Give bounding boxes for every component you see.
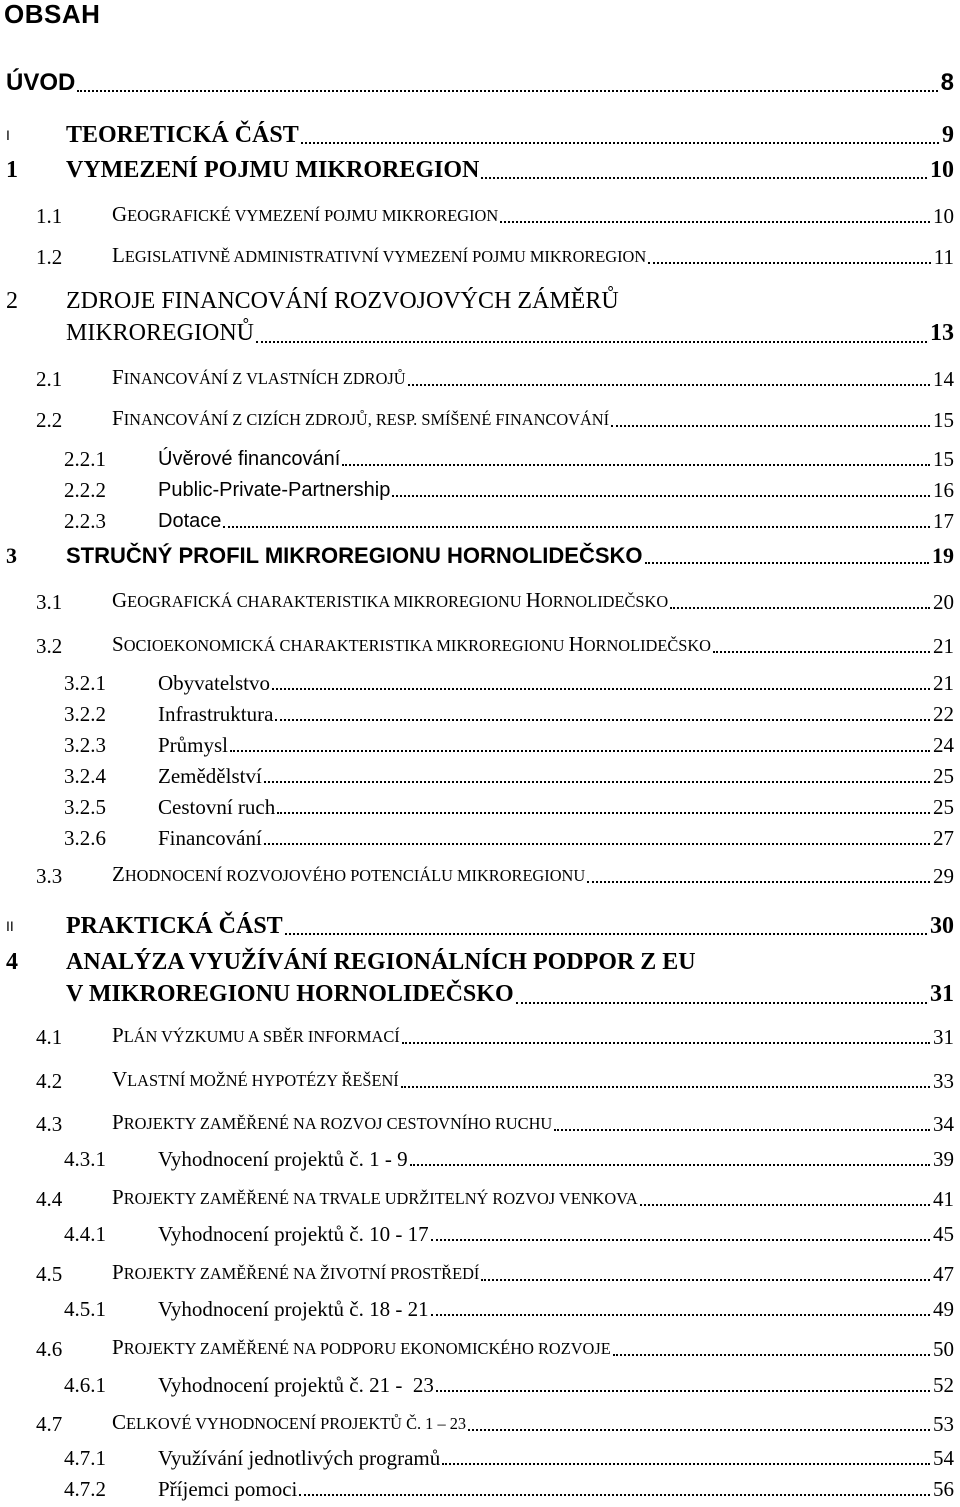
toc-entry[interactable]: 4.5 PROJEKTY ZAMĚŘENÉ NA ŽIVOTNÍ PROSTŘEDÍ 47 <box>36 1260 954 1286</box>
toc-entry-title: PRAKTICKÁ ČÁST <box>66 913 283 939</box>
dot-leader <box>264 843 930 845</box>
toc-page-number: 27 <box>933 826 954 850</box>
dot-leader <box>392 495 930 497</box>
toc-entry-title: VLASTNÍ MOŽNÉ HYPOTÉZY ŘEŠENÍ <box>112 1067 399 1091</box>
toc-page-number: 53 <box>933 1412 954 1436</box>
dot-leader <box>481 177 927 179</box>
toc-entry-title: Public-Private-Partnership <box>158 479 391 501</box>
toc-entry[interactable]: 4.7.2 Příjemci pomoci 56 <box>64 1477 954 1501</box>
dot-leader <box>670 607 930 609</box>
toc-entry[interactable] <box>6 68 954 98</box>
dot-leader <box>516 1002 927 1004</box>
dot-leader <box>410 1164 930 1166</box>
dot-leader <box>554 1129 930 1131</box>
toc-entry[interactable]: 4.5.1 Vyhodnocení projektů č. 18 - 21 49 <box>64 1297 954 1321</box>
toc-entry-title: FINANCOVÁNÍ Z CIZÍCH ZDROJŮ, RESP. SMÍŠENÉ FINANCOVÁNÍ <box>112 406 610 430</box>
toc-page-number: 20 <box>933 590 954 614</box>
toc-entry-title: Příjemci pomoci <box>158 1477 298 1501</box>
toc-page-number: 9 <box>942 122 954 148</box>
toc-entry-title: PROJEKTY ZAMĚŘENÉ NA PODPORU EKONOMICKÉHO ROZVOJE <box>112 1335 611 1359</box>
toc-entry[interactable]: 1.1 GEOGRAFICKÉ VYMEZENÍ POJMU MIKROREGION 10 <box>36 202 954 228</box>
toc-entry[interactable]: 3.2.1 Obyvatelstvo 21 <box>64 671 954 695</box>
toc-entry[interactable]: 3.2.4 Zemědělství 25 <box>64 764 954 788</box>
toc-entry-title: Vyhodnocení projektů č. 21 - 23 <box>158 1373 434 1397</box>
toc-entry-title: ÚVOD <box>6 69 76 96</box>
toc-page-number: 10 <box>933 204 954 228</box>
toc-entry-title-line1: ZDROJE FINANCOVÁNÍ ROZVOJOVÝCH ZÁMĚRŮ <box>66 288 619 314</box>
toc-page-number: 31 <box>930 981 954 1007</box>
toc-entry-title-line2: V MIKROREGIONU HORNOLIDEČSKO <box>66 981 514 1007</box>
dot-leader <box>408 384 930 386</box>
toc-entry-title-line2: MIKROREGIONŮ <box>66 320 254 346</box>
dot-leader <box>342 464 930 466</box>
toc-entry[interactable]: 3.3 ZHODNOCENÍ ROZVOJOVÉHO POTENCIÁLU MIKROREGIONU 29 <box>36 862 954 888</box>
dot-leader <box>230 750 930 752</box>
dot-leader <box>648 262 931 264</box>
dot-leader <box>277 812 930 814</box>
toc-entry-title: ZHODNOCENÍ ROZVOJOVÉHO POTENCIÁLU MIKROREGIONU <box>112 862 586 886</box>
dot-leader <box>77 90 937 92</box>
toc-entry[interactable] <box>6 285 954 349</box>
toc-page-number: 21 <box>933 671 954 695</box>
toc-entry-title: Úvěrové financování <box>158 448 341 470</box>
dot-leader <box>436 1390 930 1392</box>
dot-leader <box>285 933 927 935</box>
toc-entry[interactable]: 3.2.6 Financování 27 <box>64 826 954 850</box>
dot-leader <box>713 651 930 653</box>
dot-leader <box>645 562 929 564</box>
dot-leader <box>275 719 930 721</box>
toc-entry[interactable]: 3.2.2 Infrastruktura 22 <box>64 702 954 726</box>
toc-page-number: 33 <box>933 1069 954 1093</box>
toc-entry[interactable]: 3.1 GEOGRAFICKÁ CHARAKTERISTIKA MIKROREGIONU HORNOLIDEČSKO 20 <box>36 588 954 614</box>
toc-entry[interactable]: 4.6 PROJEKTY ZAMĚŘENÉ NA PODPORU EKONOMICKÉHO ROZVOJE 50 <box>36 1335 954 1361</box>
toc-entry[interactable]: 4.6.1 Vyhodnocení projektů č. 21 - 23 52 <box>64 1373 954 1397</box>
toc-entry-number: 4 <box>6 949 18 975</box>
dot-leader <box>256 341 927 343</box>
toc-page-number: 39 <box>933 1147 954 1171</box>
toc-entry[interactable]: II PRAKTICKÁ ČÁST 30 <box>6 913 954 939</box>
toc-page-number: 11 <box>933 245 954 269</box>
toc-page-number: 45 <box>933 1222 954 1246</box>
toc-entry-title: Zemědělství <box>158 764 262 788</box>
toc-entry-title: CELKOVÉ VYHODNOCENÍ PROJEKTŮ Č. 1 – 23 <box>112 1410 467 1434</box>
toc-entry[interactable]: 2.2.2 Public-Private-Partnership 16 <box>64 478 954 502</box>
toc-entry[interactable]: 3 STRUČNÝ PROFIL MIKROREGIONU HORNOLIDEČSKO 19 <box>6 543 954 568</box>
toc-page-number: 30 <box>930 913 954 939</box>
toc-page-number: 14 <box>933 367 954 391</box>
toc-entry[interactable]: 1 VYMEZENÍ POJMU MIKROREGION 10 <box>6 157 954 183</box>
toc-entry-title: LEGISLATIVNĚ ADMINISTRATIVNÍ VYMEZENÍ POJMU MIKROREGION <box>112 243 647 267</box>
toc-entry[interactable]: 4.3 PROJEKTY ZAMĚŘENÉ NA ROZVOJ CESTOVNÍHO RUCHU 34 <box>36 1110 954 1136</box>
toc-entry-title: PROJEKTY ZAMĚŘENÉ NA ŽIVOTNÍ PROSTŘEDÍ <box>112 1260 480 1284</box>
toc-entry-title: Financování <box>158 826 262 850</box>
toc-entry-title: GEOGRAFICKÁ CHARAKTERISTIKA MIKROREGIONU HORNOLIDEČSKO <box>112 588 669 612</box>
toc-entry[interactable]: 4.7 CELKOVÉ VYHODNOCENÍ PROJEKTŮ Č. 1 – 23 53 <box>36 1410 954 1436</box>
toc-page-number: 56 <box>933 1477 954 1501</box>
dot-leader <box>587 881 930 883</box>
dot-leader <box>640 1204 930 1206</box>
toc-page-number: 15 <box>933 447 954 471</box>
dot-leader <box>468 1429 930 1431</box>
toc-page-number: 8 <box>940 69 954 96</box>
dot-leader <box>611 425 930 427</box>
toc-entry-title: Vyhodnocení projektů č. 18 - 21 <box>158 1297 429 1321</box>
toc-entry[interactable]: 4.1 PLÁN VÝZKUMU A SBĚR INFORMACÍ 31 <box>36 1023 954 1049</box>
toc-entry[interactable]: 4.4.1 Vyhodnocení projektů č. 10 - 17 45 <box>64 1222 954 1246</box>
toc-page-number: 13 <box>930 320 954 346</box>
toc-entry-title: Cestovní ruch <box>158 795 276 819</box>
toc-page-number: 10 <box>930 157 954 183</box>
toc-page-number: 47 <box>933 1262 954 1286</box>
toc-entry[interactable] <box>6 946 954 1010</box>
toc-page-number: 25 <box>933 764 954 788</box>
toc-entry-title: PLÁN VÝZKUMU A SBĚR INFORMACÍ <box>112 1023 400 1047</box>
dot-leader <box>431 1314 930 1316</box>
toc-page-number: 29 <box>933 864 954 888</box>
dot-leader <box>442 1463 930 1465</box>
toc-page-number: 31 <box>933 1025 954 1049</box>
toc-entry-title-line1: ANALÝZA VYUŽÍVÁNÍ REGIONÁLNÍCH PODPOR Z EU <box>66 949 696 975</box>
toc-entry-title: Dotace <box>158 510 222 532</box>
toc-entry[interactable]: 3.2.5 Cestovní ruch 25 <box>64 795 954 819</box>
toc-page-number: 15 <box>933 408 954 432</box>
toc-page-number: 50 <box>933 1337 954 1361</box>
toc-page-number: 22 <box>933 702 954 726</box>
toc-entry-title: FINANCOVÁNÍ Z VLASTNÍCH ZDROJŮ <box>112 365 406 389</box>
toc-entry-title: Využívání jednotlivých programů <box>158 1446 441 1470</box>
toc-entry[interactable]: 4.7.1 Využívání jednotlivých programů 54 <box>64 1446 954 1470</box>
toc-page-number: 52 <box>933 1373 954 1397</box>
toc-page-number: 25 <box>933 795 954 819</box>
dot-leader <box>272 688 930 690</box>
toc-page-number: 54 <box>933 1446 954 1470</box>
toc-page-number: 41 <box>933 1187 954 1211</box>
toc-entry[interactable]: 4.4 PROJEKTY ZAMĚŘENÉ NA TRVALE UDRŽITELNÝ ROZVOJ VENKOVA 41 <box>36 1185 954 1211</box>
toc-entry-title: VYMEZENÍ POJMU MIKROREGION <box>66 157 480 183</box>
toc-entry-title: GEOGRAFICKÉ VYMEZENÍ POJMU MIKROREGION <box>112 202 499 226</box>
toc-page-number: 19 <box>932 543 954 568</box>
toc-entry[interactable]: 3.2 SOCIOEKONOMICKÁ CHARAKTERISTIKA MIKROREGIONU HORNOLIDEČSKO 21 <box>36 632 954 658</box>
toc-entry[interactable]: 3.2.3 Průmysl 24 <box>64 733 954 757</box>
toc-entry[interactable]: 2.2.3 Dotace 17 <box>64 509 954 533</box>
toc-entry-title: STRUČNÝ PROFIL MIKROREGIONU HORNOLIDEČSKO <box>66 543 643 568</box>
toc-entry-title: PROJEKTY ZAMĚŘENÉ NA ROZVOJ CESTOVNÍHO RUCHU <box>112 1110 553 1134</box>
toc-page-number: 49 <box>933 1297 954 1321</box>
toc-entry[interactable]: 2.2 FINANCOVÁNÍ Z CIZÍCH ZDROJŮ, RESP. SMÍŠENÉ FINANCOVÁNÍ 15 <box>36 406 954 432</box>
toc-entry[interactable]: 1.2 LEGISLATIVNĚ ADMINISTRATIVNÍ VYMEZENÍ POJMU MIKROREGION 11 <box>36 243 954 269</box>
toc-entry[interactable]: 2.1 FINANCOVÁNÍ Z VLASTNÍCH ZDROJŮ 14 <box>36 365 954 391</box>
dot-leader <box>481 1279 930 1281</box>
dot-leader <box>299 1494 930 1496</box>
toc-entry-number: 2 <box>6 288 18 314</box>
toc-page-number: 21 <box>933 634 954 658</box>
toc-entry-title: TEORETICKÁ ČÁST <box>66 122 299 148</box>
dot-leader <box>402 1042 930 1044</box>
dot-leader <box>264 781 930 783</box>
toc-entry-title: Vyhodnocení projektů č. 10 - 17 <box>158 1222 429 1246</box>
dot-leader <box>301 142 939 144</box>
dot-leader <box>401 1086 930 1088</box>
toc-entry-title: Vyhodnocení projektů č. 1 - 9 <box>158 1147 408 1171</box>
toc-entry[interactable]: I TEORETICKÁ ČÁST 9 <box>6 122 954 148</box>
toc-page-number: 34 <box>933 1112 954 1136</box>
toc-entry[interactable]: 4.3.1 Vyhodnocení projektů č. 1 - 9 39 <box>64 1147 954 1171</box>
dot-leader <box>613 1354 930 1356</box>
toc-page-number: 17 <box>933 509 954 533</box>
toc-page-number: 16 <box>933 478 954 502</box>
toc-entry-title: SOCIOEKONOMICKÁ CHARAKTERISTIKA MIKROREGIONU HORNOLIDEČSKO <box>112 632 711 656</box>
toc-entry-title: PROJEKTY ZAMĚŘENÉ NA TRVALE UDRŽITELNÝ ROZVOJ VENKOVA <box>112 1185 638 1209</box>
toc-entry-title: Infrastruktura <box>158 702 274 726</box>
toc-entry-title: Obyvatelstvo <box>158 671 270 695</box>
toc-entry-title: Průmysl <box>158 733 229 757</box>
dot-leader <box>431 1239 930 1241</box>
dot-leader <box>223 526 930 528</box>
dot-leader <box>500 221 930 223</box>
page-title: OBSAH <box>4 0 101 29</box>
toc-entry[interactable]: 4.2 VLASTNÍ MOŽNÉ HYPOTÉZY ŘEŠENÍ 33 <box>36 1067 954 1093</box>
toc-page-number: 24 <box>933 733 954 757</box>
toc-entry[interactable]: 2.2.1 Úvěrové financování 15 <box>64 447 954 471</box>
